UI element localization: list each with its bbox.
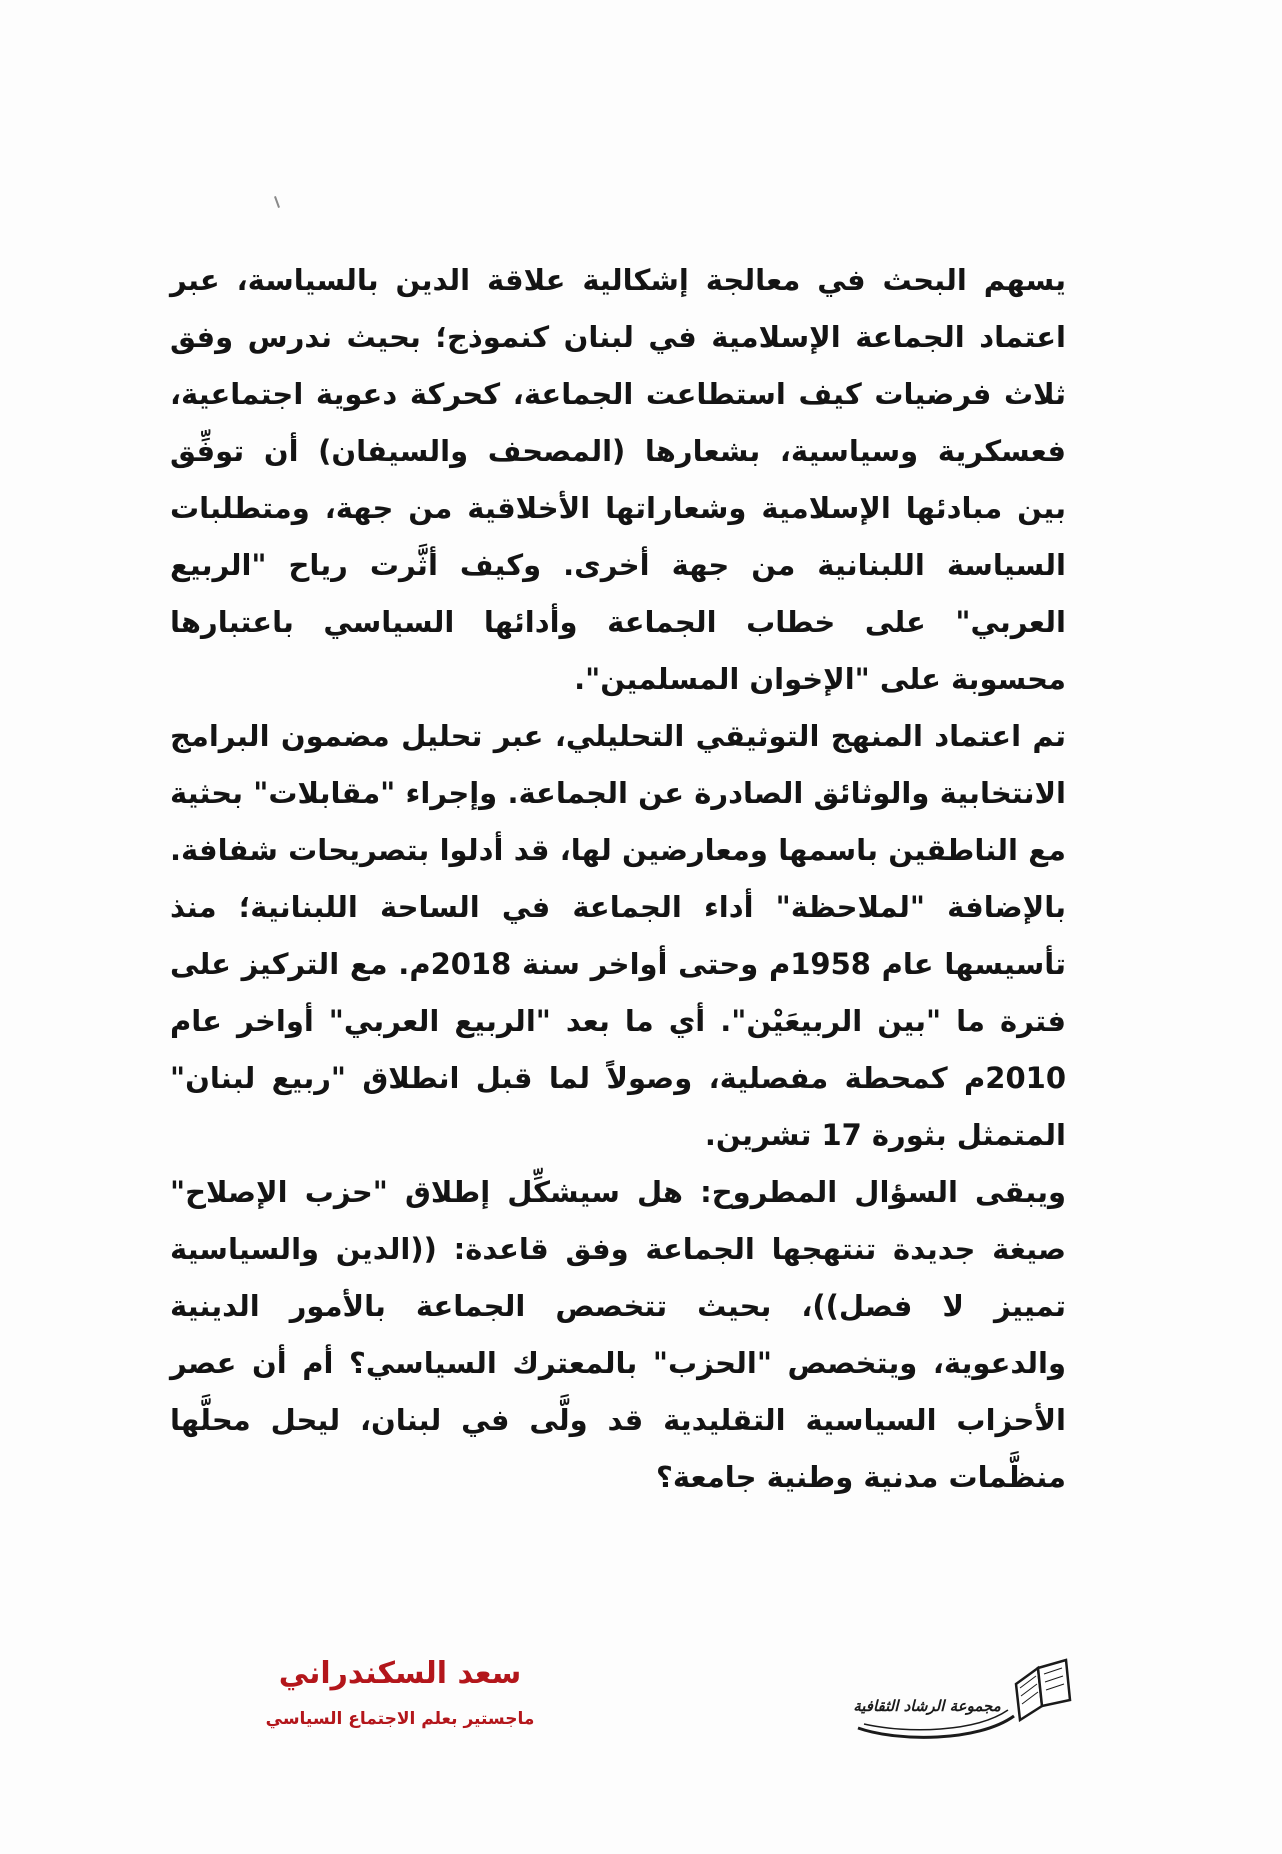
publisher-logo [838, 1646, 1078, 1746]
synopsis-paragraph-2: تم اعتماد المنهج التوثيقي التحليلي، عبر تحليل مضمون البرامج الانتخابية والوثائق الصادرة عن الجماعة. وإجراء "مقابلات" بحثية مع الناطقين باسمها ومعارضين لها، قد أدلوا بتصريحات شفافة. بالإضافة "لملاحظة" أداء الجماعة في الساحة اللبنانية؛ منذ تأسيسها عام 1958م وحتى أواخر سنة 2018م. مع التركيز على فترة ما "بين الربيعَيْن". أي ما بعد "الربيع العربي" أواخر عام 2010م كمحطة مفصلية، وصولاً لما قبل انطلاق "ربيع لبنان" المتمثل بثورة 17 تشرين. [170, 719, 1066, 1152]
author-name: سعد السكندراني [278, 1656, 522, 1691]
synopsis-paragraph-3: ويبقى السؤال المطروح: هل سيشكِّل إطلاق "حزب الإصلاح" صيغة جديدة تنتهجها الجماعة وفق قاعدة: ((الدين والسياسية تمييز لا فصل))، بحيث تتخصص الجماعة بالأمور الدينية والدعوية، ويتخصص "الحزب" بالمعترك السياسي؟ أم أن عصر الأحزاب السياسية التقليدية قد ولَّى في لبنان، ليحل محلَّها منظَّمات مدنية وطنية جامعة؟ [170, 1175, 1066, 1494]
synopsis-text [170, 252, 1066, 1506]
publisher-name: مجموعة الرشاد الثقافية [853, 1697, 1001, 1715]
print-speck [274, 196, 280, 208]
author-title: ماجستير بعلم الاجتماع السياسي [265, 1709, 535, 1729]
synopsis-paragraph-1: يسهم البحث في معالجة إشكالية علاقة الدين بالسياسة، عبر اعتماد الجماعة الإسلامية في لبنان كنموذج؛ بحيث ندرس وفق ثلاث فرضيات كيف استطاعت الجماعة، كحركة دعوية اجتماعية، فعسكرية وسياسية، بشعارها (المصحف والسيفان) أن توفِّق بين مبادئها الإسلامية وشعاراتها الأخلاقية من جهة، ومتطلبات السياسة اللبنانية من جهة أخرى. وكيف أثَّرت رياح "الربيع العربي" على خطاب الجماعة وأدائها السياسي باعتبارها محسوبة على "الإخوان المسلمين". [170, 263, 1066, 696]
author-block [150, 1652, 650, 1732]
